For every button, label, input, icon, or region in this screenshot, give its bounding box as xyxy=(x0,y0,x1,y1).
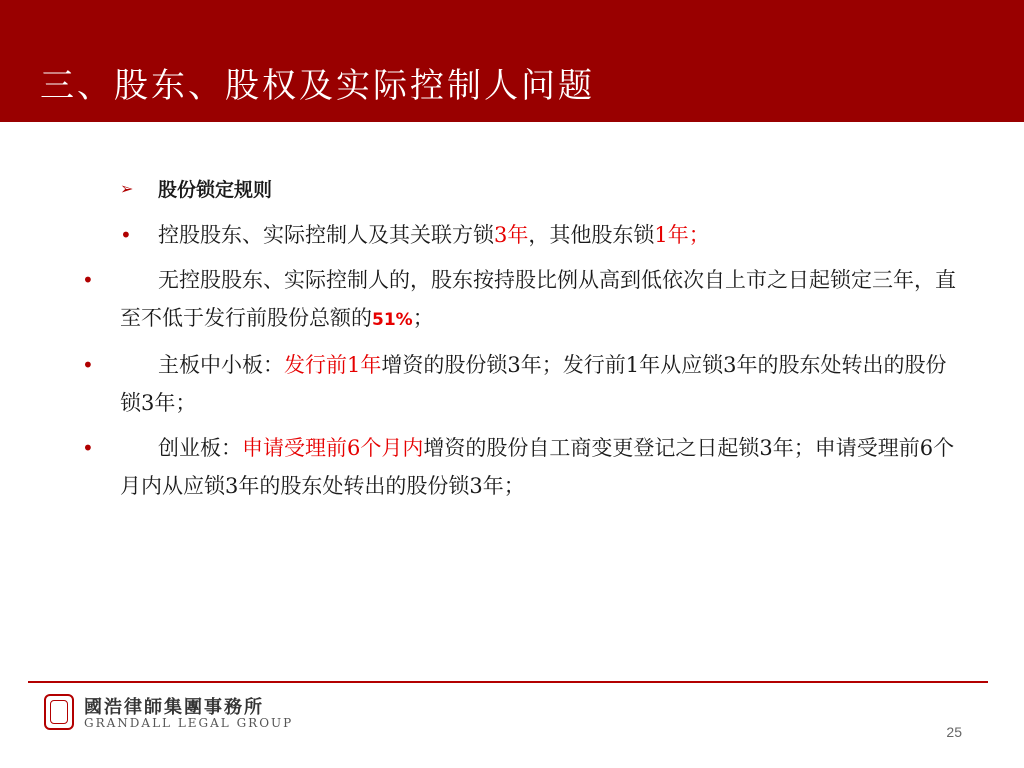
section-heading xyxy=(120,170,960,209)
item-3-highlight: 发行前1年 xyxy=(284,353,382,377)
item-2-highlight-percent: 51% xyxy=(372,310,413,330)
logo-english-name: GRANDALL LEGAL GROUP xyxy=(84,716,294,730)
bullet-icon: • xyxy=(120,223,132,247)
page-number: 25 xyxy=(946,724,962,740)
arrow-right-icon: ➢ xyxy=(120,179,134,198)
list-item-4 xyxy=(82,429,960,505)
item-2-text-end: ； xyxy=(412,306,434,330)
content-body xyxy=(82,170,960,512)
list-item-1 xyxy=(120,216,960,254)
footer-divider xyxy=(28,681,988,683)
list-item-2 xyxy=(82,261,960,339)
item-1-text-continued: ，其他股东锁 xyxy=(528,223,655,247)
item-4-label: 创业板： xyxy=(158,436,242,460)
title-bar xyxy=(0,0,1024,122)
bullet-icon: • xyxy=(82,436,94,460)
item-3-label: 主板中小板： xyxy=(158,353,284,377)
logo-chinese-name: 國浩律師集團事務所 xyxy=(84,697,264,718)
item-1-highlight-3-years: 3年 xyxy=(494,223,529,247)
item-1-highlight-1-year: 1年； xyxy=(654,223,710,247)
item-4-text: 增资的股份自工商变更登记之日起锁3年；申请受理前6个月内从应锁3年的股东处转出的股份锁3年； xyxy=(120,436,955,498)
item-4-highlight: 申请受理前6个月内 xyxy=(242,436,424,460)
item-1-text: 控股股东、实际控制人及其关联方锁 xyxy=(158,223,494,247)
item-3-text: 增资的股份锁3年；发行前1年从应锁3年的股东处转出的股份锁3年； xyxy=(120,353,947,415)
page-title: 三、股东、股权及实际控制人问题 xyxy=(40,66,595,106)
bullet-icon: • xyxy=(82,268,94,292)
heading-text: 股份锁定规则 xyxy=(158,179,273,201)
bullet-icon: • xyxy=(82,353,94,377)
item-2-text: 无控股股东、实际控制人的，股东按持股比例从高到低依次自上市之日起锁定三年，直至不低于发行前股份总额的 xyxy=(120,268,956,330)
seal-logo-icon xyxy=(44,694,74,730)
list-item-3 xyxy=(82,346,960,422)
